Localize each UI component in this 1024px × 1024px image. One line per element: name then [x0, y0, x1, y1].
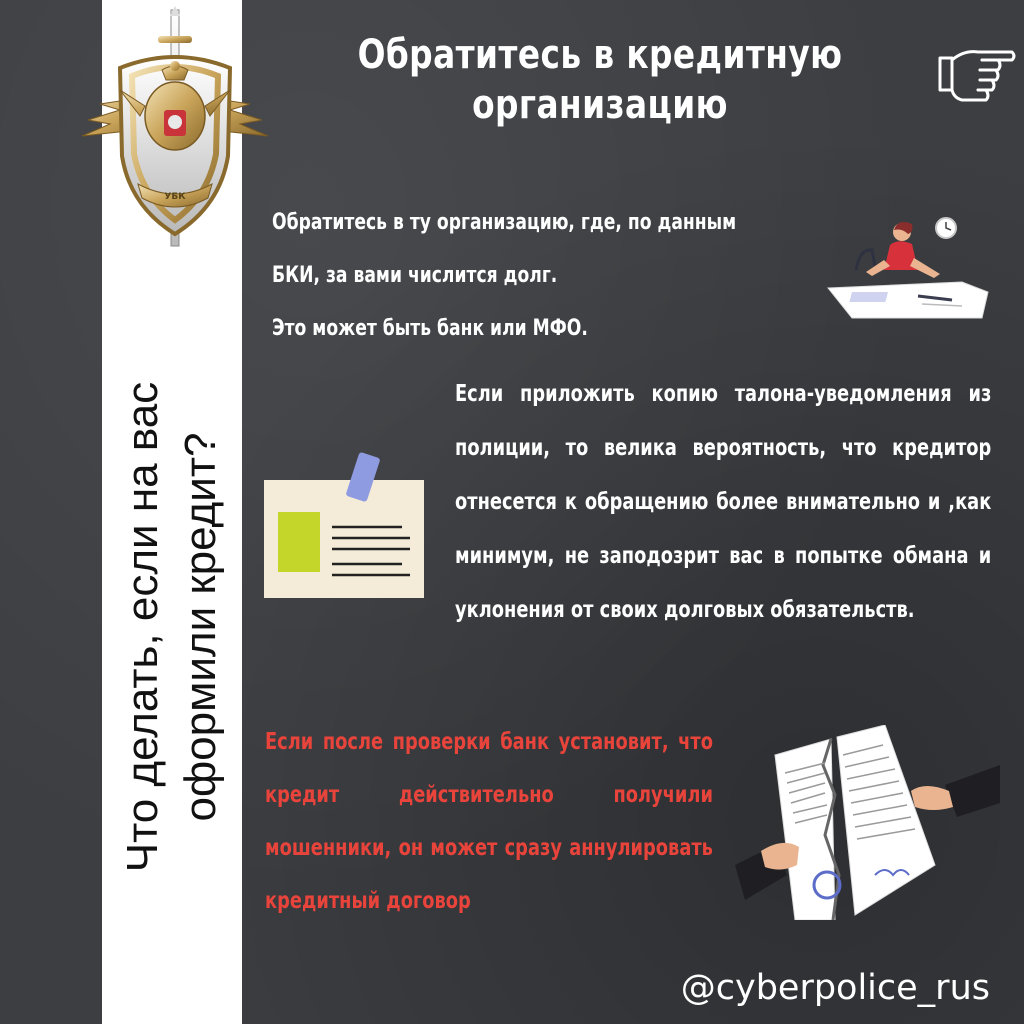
vertical-title — [112, 367, 232, 887]
social-handle: @cyberpolice_rus — [680, 968, 990, 1008]
paragraph-annul-contract: Если после проверки банк установит, что кредит действительно получили мошенники, он может сразу аннулировать кредитный договор — [265, 729, 713, 914]
torn-contract-illustration — [735, 725, 1000, 920]
vertical-title-line2: оформили кредит? — [176, 432, 225, 822]
paragraph-bki-line1: Обратитесь в ту организацию, где, по данным — [272, 210, 737, 235]
paragraph-bki-line2: БКИ, за вами числится долг. — [272, 263, 558, 288]
paragraph-bki — [272, 196, 740, 355]
emblem-text: УБК — [164, 192, 186, 202]
paragraph-police-report: Если приложить копию талона-уведомления из полиции, то велика вероятность, что кредитор отнесется к обращению более внимательно и ,как минимум, не заподозрит вас в попытке обмана и уклонения от своих долговых обязательств. — [455, 381, 992, 623]
page-title — [354, 30, 846, 130]
title-line2: организацию — [472, 82, 728, 128]
vertical-title-line1: Что делать, если на вас — [118, 381, 167, 873]
title-line1: Обратитесь в кредитную — [357, 32, 843, 78]
police-emblem-icon — [80, 6, 270, 251]
id-card-icon — [262, 452, 427, 600]
office-worker-illustration — [822, 210, 992, 325]
paragraph-bki-line3: Это может быть банк или МФО. — [272, 316, 588, 341]
pointing-hand-icon — [938, 40, 1018, 106]
